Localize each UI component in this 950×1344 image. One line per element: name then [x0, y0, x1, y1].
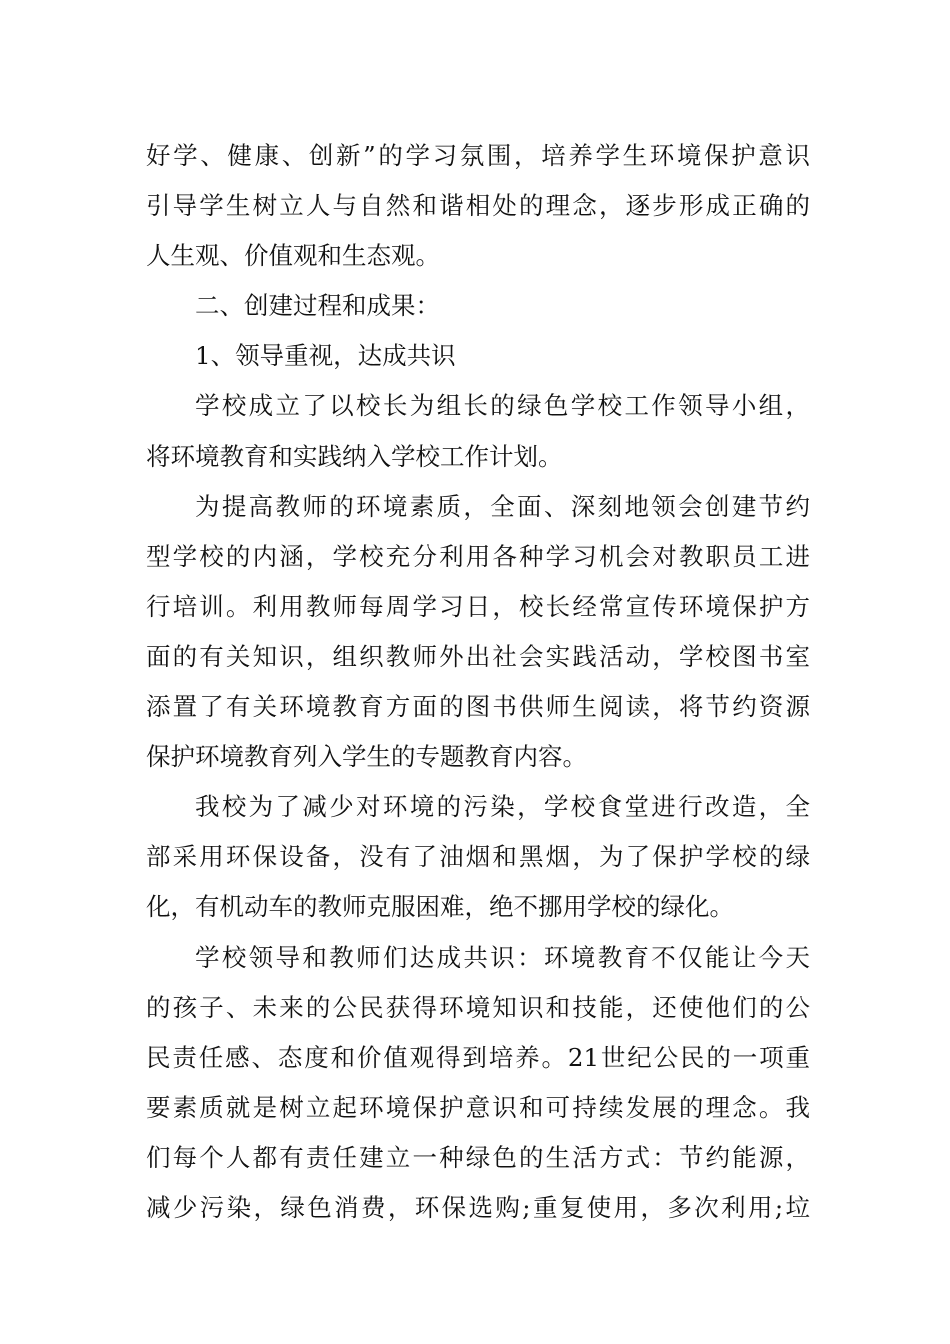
text-line: 我校为了减少对环境的污染，学校食堂进行改造，全	[195, 792, 810, 822]
text-line: 面的有关知识，组织教师外出社会实践活动，学校图书室	[146, 641, 810, 671]
text-line: 人生观、价值观和生态观。	[146, 241, 440, 271]
text-line: 型学校的内涵，学校充分利用各种学习机会对教职员工进	[146, 541, 810, 571]
text-line: 行培训。利用教师每周学习日，校长经常宣传环境保护方	[146, 591, 810, 621]
text-line: 们每个人都有责任建立一种绿色的生活方式：节约能源，	[146, 1142, 810, 1172]
text-line: 部采用环保设备，没有了油烟和黑烟，为了保护学校的绿	[146, 842, 810, 872]
subsection-heading: 1、领导重视，达成共识	[195, 341, 456, 371]
section-heading: 二、创建过程和成果：	[195, 291, 440, 321]
text-line: 学校领导和教师们达成共识：环境教育不仅能让今天	[195, 942, 810, 972]
text-line: 将环境教育和实践纳入学校工作计划。	[146, 441, 563, 471]
text-line: 化，有机动车的教师克服困难，绝不挪用学校的绿化。	[146, 892, 734, 922]
text-line: 要素质就是树立起环境保护意识和可持续发展的理念。我	[146, 1092, 810, 1122]
text-line: 民责任感、态度和价值观得到培养。21世纪公民的一项重	[146, 1042, 810, 1072]
text-line: 添置了有关环境教育方面的图书供师生阅读，将节约资源	[146, 692, 810, 722]
text-line: 引导学生树立人与自然和谐相处的理念，逐步形成正确的	[146, 191, 810, 221]
text-line: 保护环境教育列入学生的专题教育内容。	[146, 742, 587, 772]
text-line: 减少污染，绿色消费，环保选购;重复使用，多次利用;垃	[146, 1192, 810, 1222]
text-line: 为提高教师的环境素质，全面、深刻地领会创建节约	[195, 491, 810, 521]
text-line: 的孩子、未来的公民获得环境知识和技能，还使他们的公	[146, 992, 810, 1022]
text-line: 学校成立了以校长为组长的绿色学校工作领导小组，	[195, 391, 810, 421]
body-text	[146, 131, 810, 1233]
text-line: 好学、健康、创新”的学习氛围，培养学生环境保护意识	[146, 141, 810, 170]
